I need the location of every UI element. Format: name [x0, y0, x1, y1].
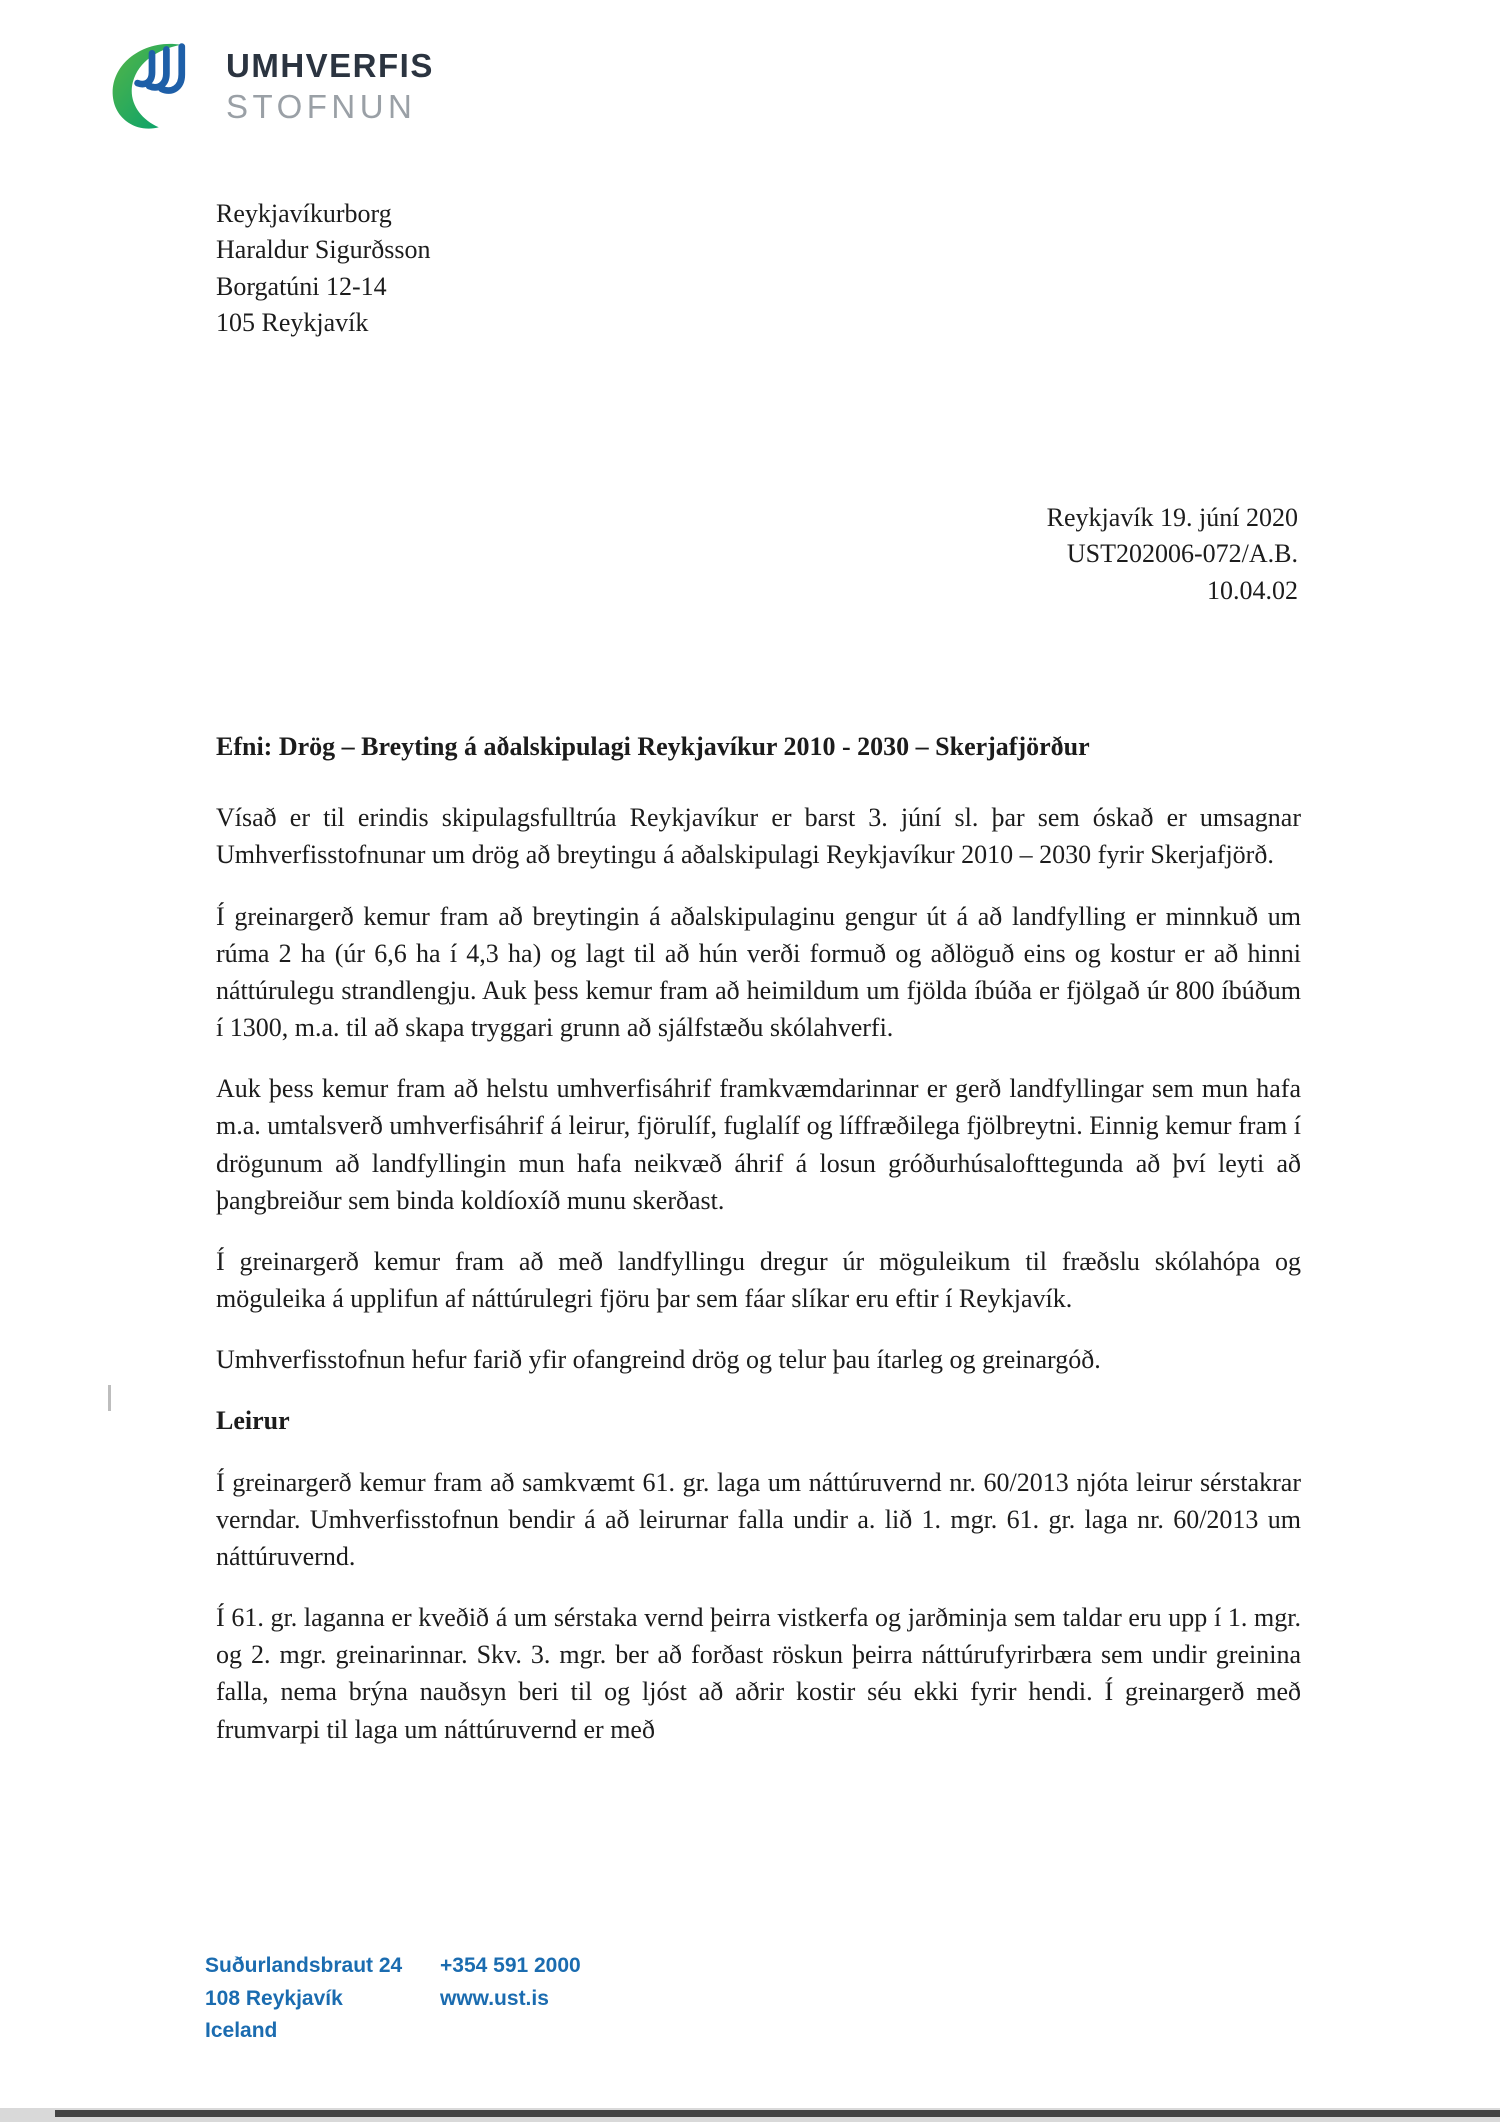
umhverfisstofnun-logo-icon — [98, 38, 206, 134]
recipient-line: Haraldur Sigurðsson — [216, 235, 431, 265]
scan-artifact-bottom-line — [55, 2110, 1500, 2117]
footer-address-line: Suðurlandsbraut 24 — [205, 1954, 403, 1977]
body-paragraph: Í greinargerð kemur fram að breytingin á aðalskipulaginu gengur út á að landfylling er minnkuð um rúma 2 ha (úr 6,6 ha í 4,3 ha) og lagt til að hún verði formuð og aðlöguð eins og kostur er að hinni náttúrulegu strandlengju. Auk þess kemur fram að heimildum um fjölda íbúða er fjölgað úr 800 íbúðum í 1300, m.a. til að skapa tryggari grunn að sjálfstæðu skólahverfi. — [216, 901, 1301, 1043]
recipient-line: Borgatúni 12-14 — [216, 271, 387, 301]
letter-body — [216, 728, 1301, 1772]
footer-website: www.ust.is — [440, 1986, 549, 2010]
footer-address-line: Iceland — [205, 2019, 278, 2043]
agency-logo — [98, 38, 434, 134]
letter-footer — [205, 1950, 581, 2048]
body-paragraph: Í 61. gr. laganna er kveðið á um sérstaka vernd þeirra vistkerfa og jarðminja sem taldar eru upp í 1. mgr. og 2. mgr. greinarinnar. Skv. 3. mgr. ber að forðast röskun þeirra náttúrufyrirbæra sem undir greinina falla, nema brýna nauðsyn beri til og ljóst að aðrir kostir séu ekki fyrir hendi. Í greinargerð með frumvarpi til laga um náttúruvernd er með — [216, 1603, 1301, 1744]
agency-logo-text — [226, 45, 434, 128]
recipient-block — [216, 196, 430, 342]
footer-address-line: 108 Reykjavík — [205, 1986, 343, 2010]
footer-contact — [440, 1950, 581, 2048]
body-paragraph: Í greinargerð kemur fram að samkvæmt 61. gr. laga um náttúruvernd nr. 60/2013 njóta leirur sérstakrar verndar. Umhverfisstofnun bendir á að leirurnar falla undir a. lið 1. mgr. 61. gr. laga nr. 60/2013 um náttúruvernd. — [216, 1467, 1301, 1571]
reference-number-line: UST202006-072/A.B. — [1066, 539, 1298, 569]
body-paragraph: Auk þess kemur fram að helstu umhverfisáhrif framkvæmdarinnar er gerð landfyllingar sem mun hafa m.a. umtalsverð umhverfisáhrif á leirur, fjörulíf, fuglalíf og líffræðilega fjölbreytni. Einnig kemur fram í drögunum að landfyllingin mun hafa neikvæð áhrif á losun gróðurhúsalofttegunda að því leyti að þangbreiður sem binda koldíoxíð munu skerðast. — [216, 1074, 1301, 1215]
section-heading: Leirur — [216, 1406, 290, 1436]
footer-phone: +354 591 2000 — [440, 1954, 581, 1977]
scan-artifact-left — [108, 1385, 111, 1411]
date-reference-block — [1047, 500, 1298, 609]
logo-name-bottom: STOFNUN — [226, 88, 417, 125]
body-paragraph: Í greinargerð kemur fram að með landfyllingu dregur úr möguleikum til fræðslu skólahópa og möguleika á upplifun af náttúrulegri fjöru þar sem fáar slíkar eru eftir í Reykjavík. — [216, 1246, 1301, 1314]
file-number-line: 10.04.02 — [1207, 575, 1298, 605]
body-paragraph: Umhverfisstofnun hefur farið yfir ofangreind drög og telur þau ítarleg og greinargóð. — [216, 1345, 1101, 1375]
subject-line: Efni: Drög – Breyting á aðalskipulagi Reykjavíkur 2010 - 2030 – Skerjafjörður — [216, 732, 1090, 761]
body-paragraph: Vísað er til erindis skipulagsfulltrúa Reykjavíkur er barst 3. júní sl. þar sem óskað er umsagnar Umhverfisstofnunar um drög að breytingu á aðalskipulagi Reykjavíkur 2010 – 2030 fyrir Skerjafjörð. — [216, 803, 1301, 870]
recipient-line: Reykjavíkurborg — [216, 199, 392, 228]
date-line: Reykjavík 19. júní 2020 — [1046, 503, 1298, 532]
recipient-line: 105 Reykjavík — [216, 308, 369, 338]
footer-address — [205, 1950, 440, 2048]
logo-name-top: UMHVERFIS — [226, 46, 434, 84]
